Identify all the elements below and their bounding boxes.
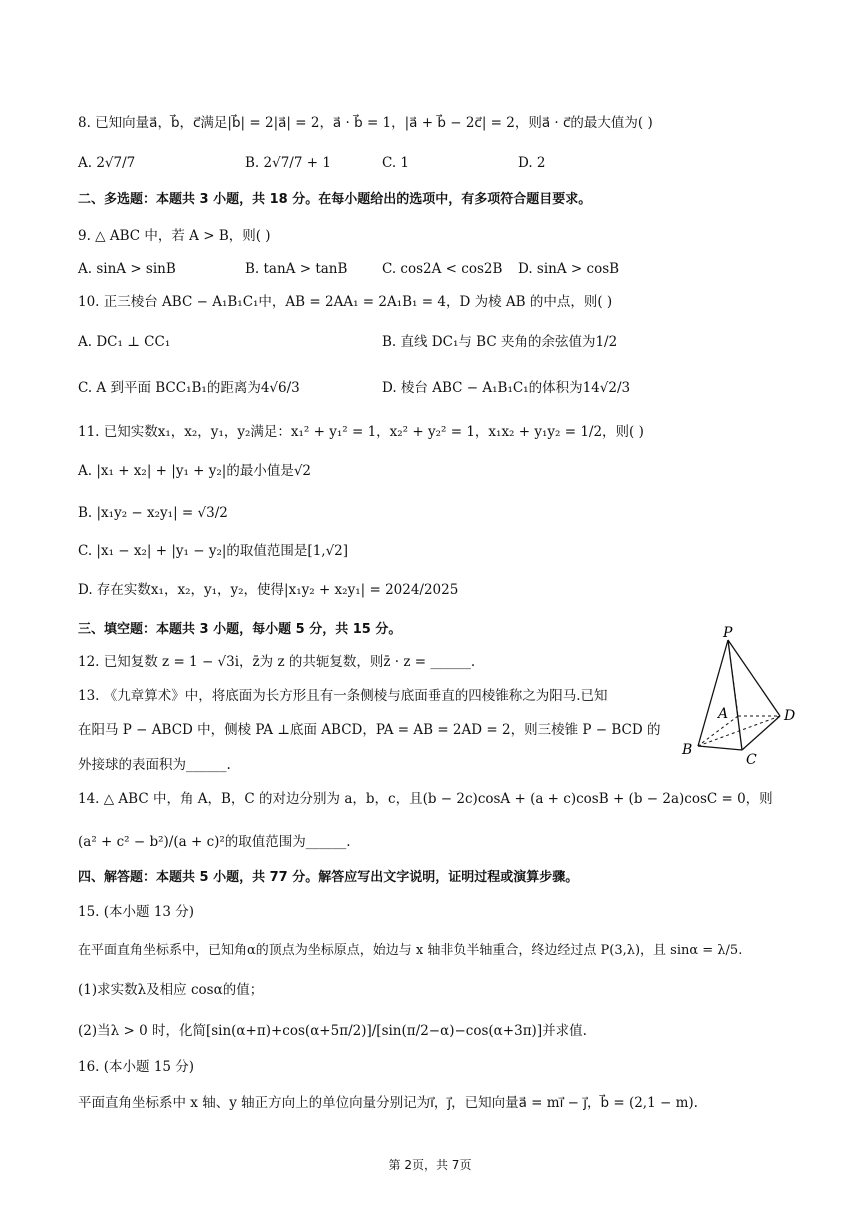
q15-title: 15. (本小题 13 分) [78, 904, 195, 920]
q8-stem: 8. 已知向量a⃗，b⃗，c⃗满足|b⃗| = 2|a⃗| = 2，a⃗ · b⃗ = 1，|a⃗ + b⃗ − 2c⃗| = 2，则a⃗ · c⃗的最大值为( ) [78, 115, 653, 131]
label-d: D [784, 708, 796, 724]
q13-line-1: 13. 《九章算术》中，将底面为长方形且有一条侧棱与底面垂直的四棱锥称之为阳马.已知 [78, 688, 608, 704]
section-4-heading: 四、解答题：本题共 5 小题，共 77 分。解答应写出文字说明，证明过程或演算步骤。 [78, 870, 579, 885]
q15-line-2: (1)求实数λ及相应 cosα的值； [78, 982, 264, 998]
q9-stem: 9. △ ABC 中，若 A > B，则( ) [78, 228, 271, 244]
q12-stem: 12. 已知复数 z = 1 − √3i，z̄为 z 的共轭复数，则z̄ · z = ______. [78, 654, 476, 670]
page-footer: 第 2页，共 7页 [388, 1158, 472, 1172]
q8-option-c: C. 1 [382, 155, 410, 171]
q15-line-1: 在平面直角坐标系中，已知角α的顶点为坐标原点，始边与 x 轴非负半轴重合，终边经过点 P(3,λ)，且 sinα = λ/5. [78, 943, 743, 958]
q9-option-b: B. tanA > tanB [245, 261, 348, 277]
q9-option-a: A. sinA > sinB [78, 261, 176, 277]
q10-option-c: C. A 到平面 BCC₁B₁的距离为4√6/3 [78, 380, 300, 396]
q8-option-a: A. 2√7/7 [78, 155, 136, 171]
q10-option-d: D. 棱台 ABC − A₁B₁C₁的体积为14√2/3 [382, 380, 631, 396]
pyramid-figure [670, 622, 810, 772]
q16-line-1: 平面直角坐标系中 x 轴、y 轴正方向上的单位向量分别记为i⃗，j⃗，已知向量a⃗ = mi⃗ − j⃗，b⃗ = (2,1 − m). [78, 1095, 698, 1111]
q11-option-b: B. |x₁y₂ − x₂y₁| = √3/2 [78, 505, 228, 521]
q10-option-a: A. DC₁ ⊥ CC₁ [78, 334, 171, 350]
q8-option-d: D. 2 [518, 155, 546, 171]
label-a: A [718, 706, 729, 722]
q10-option-b: B. 直线 DC₁与 BC 夹角的余弦值为1/2 [382, 334, 618, 350]
label-p: P [723, 625, 733, 641]
q11-option-c: C. |x₁ − x₂| + |y₁ − y₂|的取值范围是[1,√2] [78, 543, 349, 559]
q14-line-2: (a² + c² − b²)/(a + c)²的取值范围为______. [78, 834, 351, 850]
q14-line-1: 14. △ ABC 中，角 A，B，C 的对边分别为 a，b，c，且(b − 2c)cosA + (a + c)cosB + (b − 2a)cosC = 0，则 [78, 791, 773, 807]
q11-option-d: D. 存在实数x₁，x₂，y₁，y₂，使得|x₁y₂ + x₂y₁| = 2024/2025 [78, 582, 459, 598]
q9-option-c: C. cos2A < cos2B [382, 261, 503, 277]
q16-title: 16. (本小题 15 分) [78, 1059, 195, 1075]
q11-option-a: A. |x₁ + x₂| + |y₁ + y₂|的最小值是√2 [78, 463, 312, 479]
q13-line-3: 外接球的表面积为______. [78, 757, 231, 773]
label-b: B [682, 742, 693, 758]
label-c: C [746, 752, 757, 768]
q15-line-3: (2)当λ > 0 时，化简[sin(α+π)+cos(α+5π/2)]/[sin(π/2−α)−cos(α+3π)]并求值. [78, 1023, 587, 1039]
q13-line-2: 在阳马 P − ABCD 中，侧棱 PA ⊥底面 ABCD，PA = AB = 2AD = 2，则三棱锥 P − BCD 的 [78, 722, 661, 738]
q10-stem: 10. 正三棱台 ABC − A₁B₁C₁中，AB = 2AA₁ = 2A₁B₁ = 4，D 为棱 AB 的中点，则( ) [78, 294, 613, 310]
section-2-heading: 二、多选题：本题共 3 小题，共 18 分。在每小题给出的选项中，有多项符合题目要求。 [78, 192, 592, 207]
q8-option-b: B. 2√7/7 + 1 [245, 155, 331, 171]
q9-option-d: D. sinA > cosB [518, 261, 620, 277]
q11-stem: 11. 已知实数x₁，x₂，y₁，y₂满足：x₁² + y₁² = 1，x₂² + y₂² = 1，x₁x₂ + y₁y₂ = 1/2，则( ) [78, 424, 644, 440]
section-3-heading: 三、填空题：本题共 3 小题，每小题 5 分，共 15 分。 [78, 622, 402, 637]
